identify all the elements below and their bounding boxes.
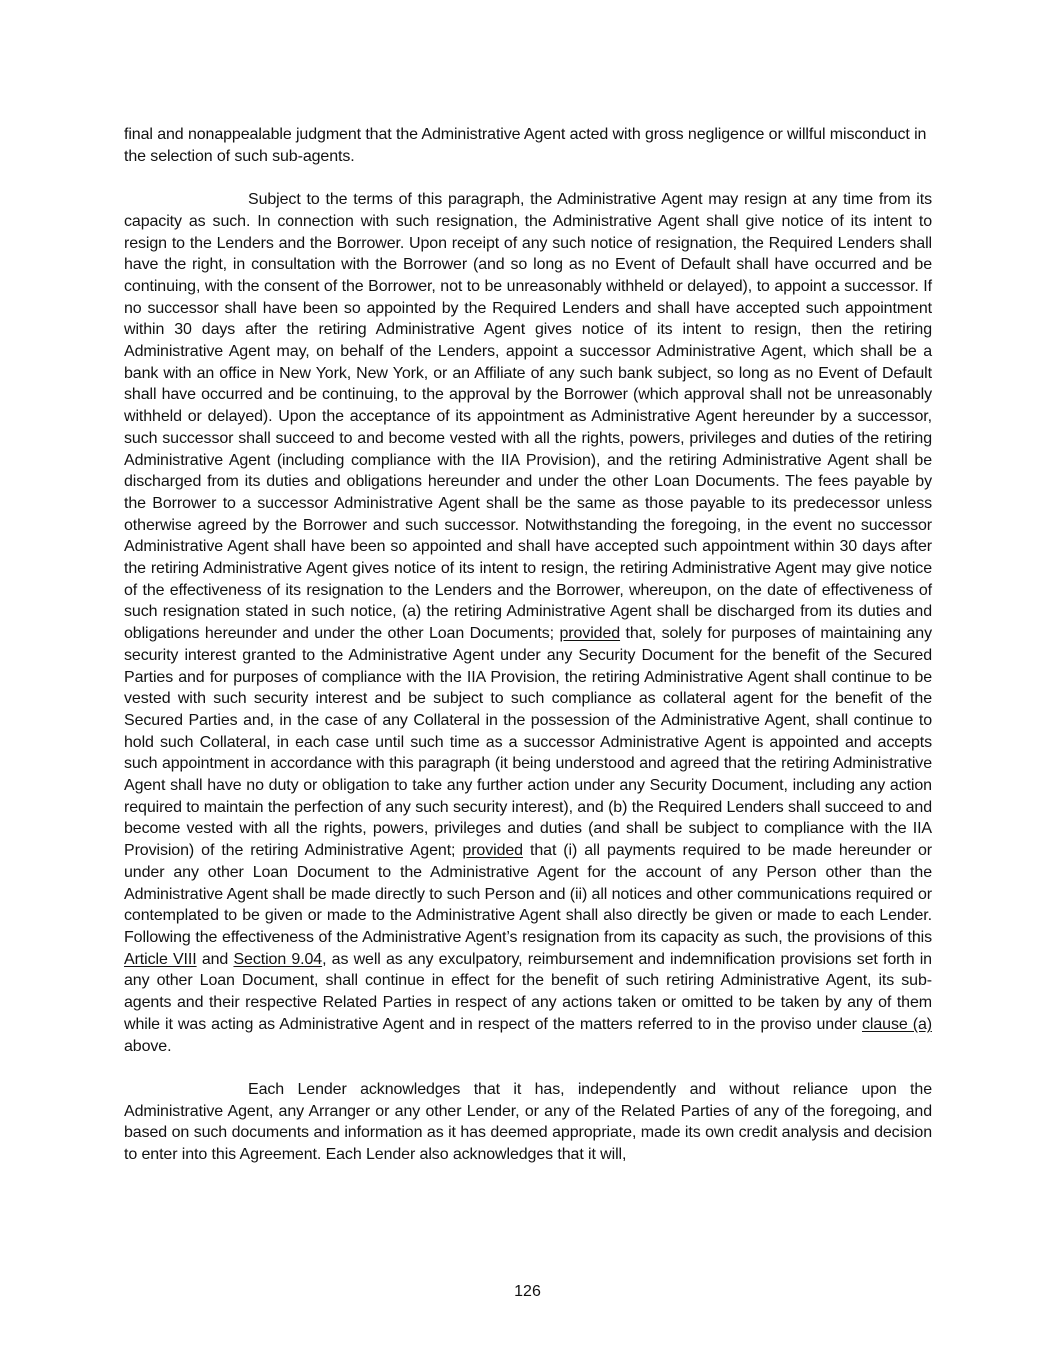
paragraph-lender-acknowledgement	[124, 1079, 932, 1166]
page-body	[124, 124, 932, 1187]
underlined-term: clause (a)	[862, 1015, 932, 1033]
text-run: above.	[124, 1037, 172, 1055]
text-run: final and nonappealable judgment that the Administrative Agent acted with gross negligence or willful misconduct in the selection of such sub-agents.	[124, 126, 927, 165]
text-run: , as well as any exculpatory, reimbursement and indemnification provisions set forth in any other Loan Document, shall continue in effect for the benefit of such retiring Administrative Agent, its sub-agents and their respective Related Parties in respect of any actions taken or omitted to be taken by any of them while it was acting as Administrative Agent and in respect of the matters referred to in the proviso under	[124, 950, 932, 1033]
text-run: Each Lender acknowledges that it has, independently and without reliance upon the Administrative Agent, any Arranger or any other Lender, or any of the Related Parties of any of the foregoing, and based on such documents and information as it has deemed appropriate, made its own credit analysis and decision to enter into this Agreement. Each Lender also acknowledges that it will,	[124, 1080, 932, 1164]
paragraph-sub-agents-conclusion	[124, 124, 932, 167]
text-run: Subject to the terms of this paragraph, the Administrative Agent may resign at any time from its capacity as such. In connection with such resignation, the Administrative Agent shall give notice of its intent to resign to the Lenders and the Borrower. Upon receipt of any such notice of resignation, the Required Lenders shall have the right, in consultation with the Borrower (and so long as no Event of Default shall have occurred and be continuing, with the consent of the Borrower, not to be unreasonably withheld or delayed), to appoint a successor. If no successor shall have been so appointed by the Required Lenders and shall have accepted such appointment within 30 days after the retiring Administrative Agent gives notice of its intent to resign, then the retiring Administrative Agent may, on behalf of the Lenders, appoint a successor Administrative Agent, which shall be a bank with an office in New York, New York, or an Affiliate of any such bank subject, so long as no Event of Default shall have occurred and be continuing, to the approval by the Borrower (which approval shall not be unreasonably withheld or delayed). Upon the acceptance of its appointment as Administrative Agent hereunder by a successor, such successor shall succeed to and become vested with all the rights, powers, privileges and duties of the retiring Administrative Agent (including compliance with the IIA Provision), and the retiring Administrative Agent shall be discharged from its duties and obligations hereunder and under the other Loan Documents. The fees payable by the Borrower to a successor Administrative Agent shall be the same as those payable to its predecessor unless otherwise agreed by the Borrower and such successor. Notwithstanding the foregoing, in the event no successor Administrative Agent shall have been so appointed and shall have accepted such appointment within 30 days after the retiring Administrative Agent gives notice of its intent to resign, the retiring Administrative Agent may give notice of the effectiveness of its resignation to the Lenders and the Borrower, whereupon, on the date of effectiveness of such resignation stated in such notice, (a) the retiring Administrative Agent shall be discharged from its duties and obligations hereunder and under the other Loan Documents;	[124, 191, 932, 643]
underlined-term: Section 9.04	[233, 950, 323, 968]
underlined-term: Article VIII	[124, 950, 197, 968]
text-run: that, solely for purposes of maintaining any security interest granted to the Administrative Agent under any Security Document for the benefit of the Secured Parties and for purposes of compliance with the IIA Provision, the retiring Administrative Agent shall continue to be vested with such security interest and be subject to such compliance as collateral agent for the benefit of the Secured Parties and, in the case of any Collateral in the possession of the Administrative Agent, shall continue to hold such Collateral, in each case until such time as a successor Administrative Agent is appointed and accepts such appointment in accordance with this paragraph (it being understood and agreed that the retiring Administrative Agent shall have no duty or obligation to take any further action under any Security Document, including any action required to maintain the perfection of any such security interest), and (b) the Required Lenders shall succeed to and become vested with all the rights, powers, privileges and duties (and shall be subject to compliance with the IIA Provision) of the retiring Administrative Agent;	[124, 625, 933, 860]
underlined-term: provided	[462, 842, 523, 860]
text-run: and	[196, 950, 234, 968]
underlined-term: provided	[559, 625, 621, 643]
page-number: 126	[514, 1283, 541, 1300]
paragraph-agent-resignation	[124, 189, 932, 1057]
text-run: that (i) all payments required to be made hereunder or under any other Loan Document to the Administrative Agent for the account of any Person other than the Administrative Agent shall be made directly to such Person and (ii) all notices and other communications required or contemplated to be given or made to the Administrative Agent shall also directly be given or made to each Lender. Following the effectiveness of the Administrative Agent’s resignation from its capacity as such, the provisions of this	[124, 842, 932, 946]
